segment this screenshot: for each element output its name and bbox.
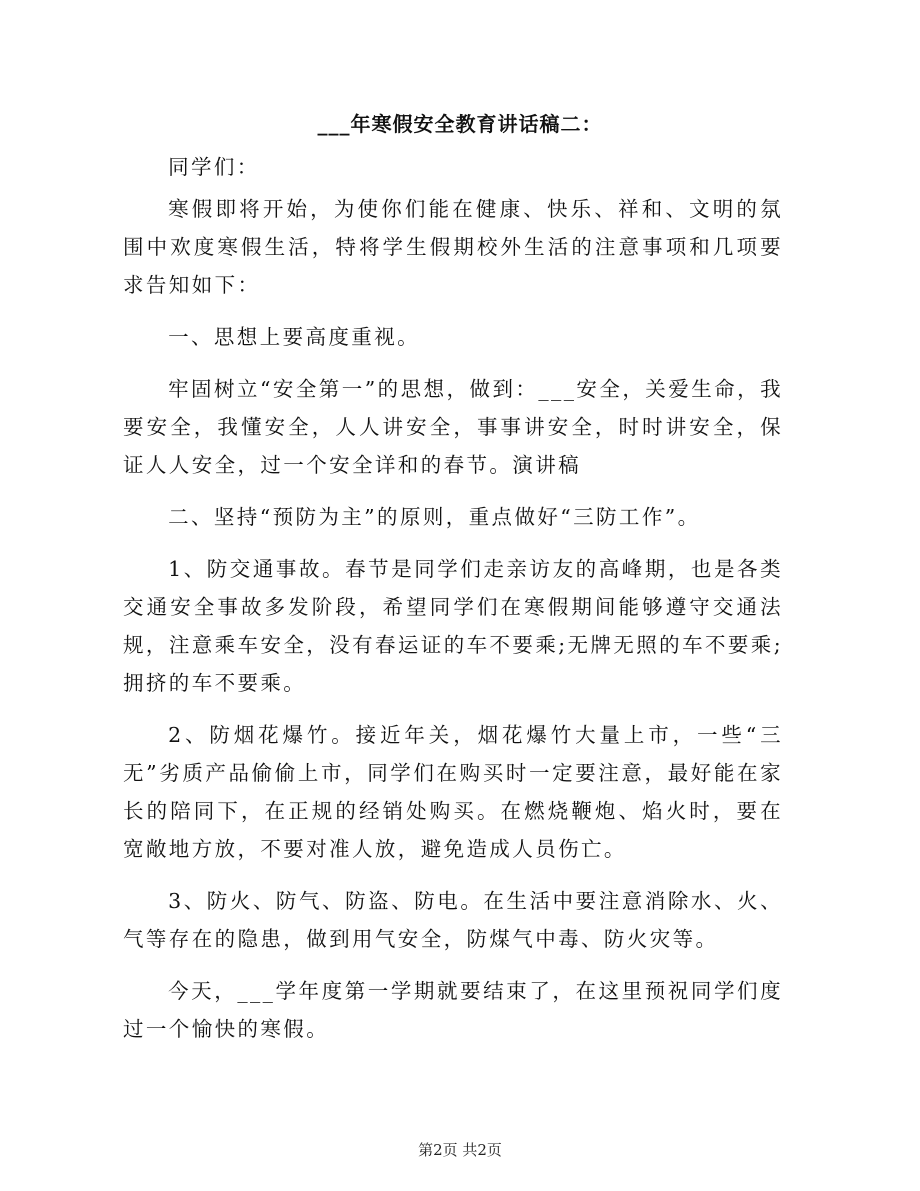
page-title: ___年寒假安全教育讲话稿二： [317,112,603,136]
paragraph-heading-1: 一、思想上要高度重视。 [168,325,420,349]
paragraph-traffic: 1、防交通事故。春节是同学们走亲访友的高峰期，也是各类交通安全事故多发阶段，希望同学们在寒假期间能够遵守交通法规，注意乘车安全，没有春运证的车不要乘;无牌无照的车不要乘;拥挤的车不要乘。 [123,557,783,695]
document-body [123,148,783,1062]
page-number: 第2页 共2页 [418,1141,502,1159]
paragraph-fireworks: 2、防烟花爆竹。接近年关，烟花爆竹大量上市，一些“三无”劣质产品偷偷上市，同学们在购买时一定要注意，最好能在家长的陪同下，在正规的经销处购买。在燃烧鞭炮、焰火时，要在宽敞地方放，不要对准人放，避免造成人员伤亡。 [123,723,783,861]
paragraph-closing: 今天，___学年度第一学期就要结束了，在这里预祝同学们度过一个愉快的寒假。 [123,979,783,1041]
paragraph-fire-gas: 3、防火、防气、防盗、防电。在生活中要注意消除水、火、气等存在的隐患，做到用气安全，防煤气中毒、防火灾等。 [123,889,783,951]
paragraph-safety-first: 牢固树立“安全第一”的思想，做到：___安全，关爱生命，我要安全，我懂安全，人人讲安全，事事讲安全，时时讲安全，保证人人安全，过一个安全详和的春节。演讲稿 [123,377,783,477]
paragraph-intro: 寒假即将开始，为使你们能在健康、快乐、祥和、文明的氛围中欢度寒假生活，特将学生假期校外生活的注意事项和几项要求告知如下： [123,197,783,297]
paragraph-greeting: 同学们： [168,155,260,179]
paragraph-heading-2: 二、坚持“预防为主”的原则，重点做好“三防工作”。 [168,505,701,529]
